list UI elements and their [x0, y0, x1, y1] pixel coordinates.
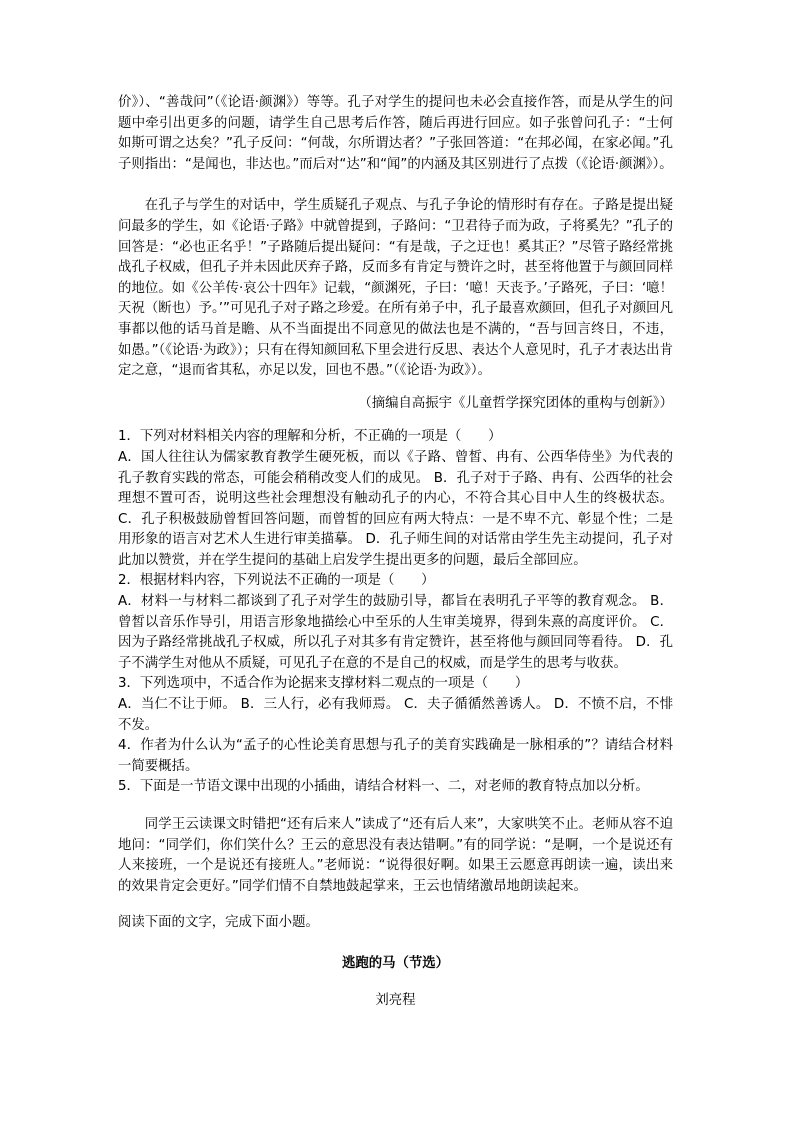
- question-4: 4．作者为什么认为“孟子的心性论美育思想与孔子的美育实践确是一脉相承的”？请结合材料一简要概括。: [118, 738, 673, 774]
- document-page: [118, 93, 673, 1011]
- source-citation: （摘编自高振宇《儿童哲学探究团体的重构与创新》）: [358, 395, 673, 411]
- question-1: 1．下列对材料相关内容的理解和分析，不正确的一项是（ ）: [118, 429, 502, 445]
- question-3: 3．下列选项中，不适合作为论据来支撑材料二观点的一项是（ ）: [118, 676, 529, 692]
- question-2-options: A．材料一与材料二都谈到了孔子对学生的鼓励引导，都旨在表明孔子平等的教育观念。 B．曾皙以音乐作导引，用语言形象地描绘心中至乐的人生审美境界，得到朱熹的高度评价。 C．因为子路经常挑战孔子权威，所以孔子对其多有肯定赞许，甚至将他与颜回同等看待。 D．孔子不满学生对他从不质疑，可见孔子在意的不是自己的权威，而是学生的思考与收获。: [118, 594, 673, 671]
- article-title: 逃跑的马（节选）: [341, 955, 450, 971]
- question-1-options: A．国人往往认为儒家教育教学生硬死板，而以《子路、曾皙、冉有、公西华侍坐》为代表的孔子教育实践的常态，可能会稍稍改变人们的成见。 B．孔子对于子路、冉有、公西华的社会理想不置可否，说明这些社会理想没有触动孔子的内心，不符合其心目中人生的终极状态。 C．孔子积极鼓励曾皙回答问题，而曾皙的回应有两大特点：一是不卑不亢、彰显个性；二是用形象的语言对艺术人生进行审美描摹。 D．孔子师生间的对话常由学生先主动提问，孔子对此加以赞赏，并在学生提问的基础上启发学生提出更多的问题，最后全部回应。: [118, 449, 673, 568]
- paragraph-continuation: 价》）、“善哉问”（《论语·颜渊》）等等。孔子对学生的提问也未必会直接作答，而是从学生的问题中牵引出更多的问题，请学生自己思考后作答，随后再进行回应。如子张曾问孔子：“士何如斯可谓之达矣？”孔子反问：“何哉，尔所谓达者？”子张回答道：“在邦必闻，在家必闻。”孔子则指出：“是闻也，非达也。”而后对“达”和“闻”的内涵及其区别进行了点拨（《论语·颜渊》）。: [118, 95, 673, 172]
- reading-instruction: 阅读下面的文字，完成下面小题。: [118, 915, 319, 931]
- question-3-options: A．当仁不让于师。 B．三人行，必有我师焉。 C．夫子循循然善诱人。 D．不愤不启，不悱不发。: [118, 697, 673, 733]
- article-author: 刘亮程: [375, 992, 416, 1008]
- question-2: 2．根据材料内容，下列说法不正确的一项是（ ）: [118, 573, 435, 589]
- question-5: 5．下面是一节语文课中出现的小插曲，请结合材料一、二，对老师的教育特点加以分析。: [118, 779, 649, 795]
- paragraph-dialogue: 在孔子与学生的对话中，学生质疑孔子观点、与孔子争论的情形时有存在。子路是提出疑问最多的学生，如《论语·子路》中就曾提到，子路问：“卫君待子而为政，子将奚先？”孔子的回答是：“必也正名乎！”子路随后提出疑问：“有是哉，子之迂也！奚其正？”尽管子路经常挑战孔子权威，但孔子并未因此厌弃子路，反而多有肯定与赞许之时，甚至将他置于与颜回同样的地位。如《公羊传·哀公十四年》记载，“颜渊死，子曰：‘噫！天丧予。’子路死，子曰：‘噫！天祝（断也）予。’”可见孔子对子路之珍爱。在所有弟子中，孔子最喜欢颜回，但孔子对颜回凡事都以他的话马首是瞻、从不当面提出不同意见的做法也是不满的，“吾与回言终日，不违，如愚。”（《论语·为政》）；只有在得知颜回私下里会进行反思、表达个人意见时，孔子才表达出肯定之意，“退而省其私，亦足以发，回也不愚。”（《论语·为政》）。: [118, 198, 673, 379]
- classroom-story: 同学王云读课文时错把“还有后来人”读成了“还有后人来”，大家哄笑不止。老师从容不迫地问：“同学们，你们笑什么？王云的意思没有表达错啊。”有的同学说：“是啊，一个是说还有人来接班，一个是说还有接班人。”老师说：“说得很好啊。如果王云愿意再朗读一遍，读出来的效果肯定会更好。”同学们情不自禁地鼓起掌来，王云也情绪激昂地朗读起来。: [118, 817, 673, 894]
